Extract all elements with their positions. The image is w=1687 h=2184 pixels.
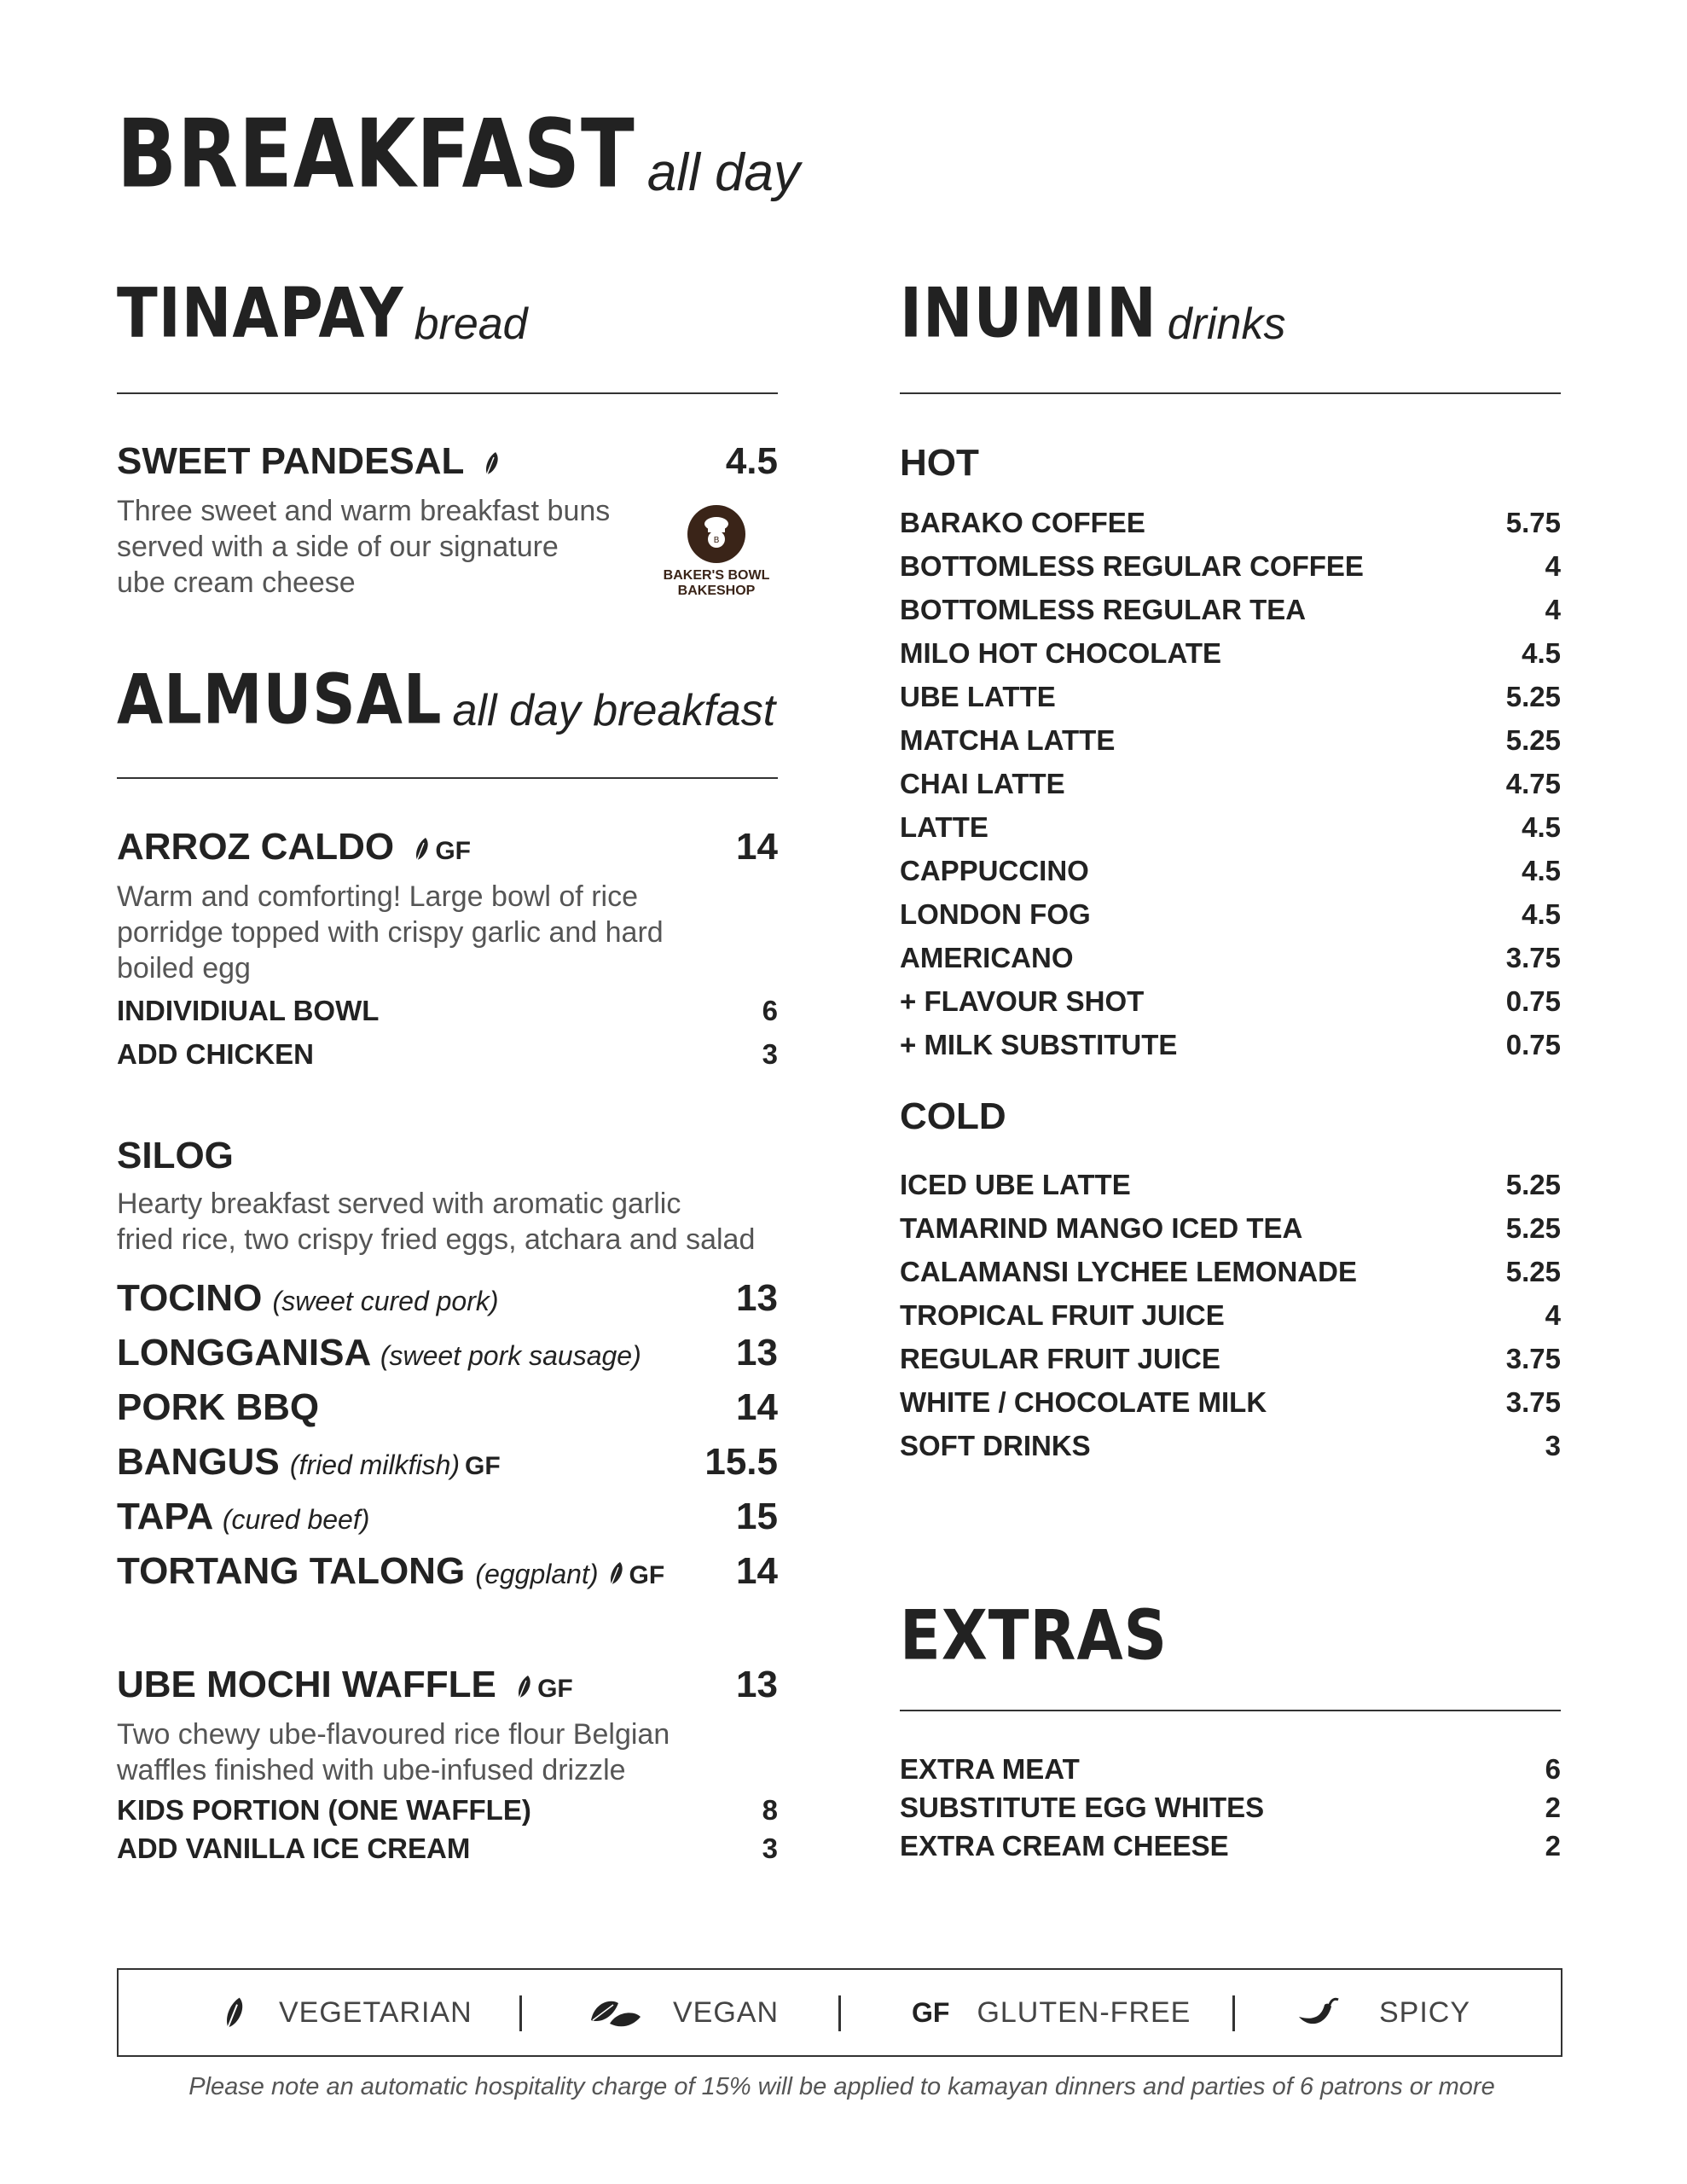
item-name: BANGUS: [117, 1441, 280, 1483]
almusal-subtitle: all day breakfast: [452, 686, 776, 735]
extras-divider: [900, 1710, 1561, 1711]
item-name: TOCINO: [117, 1277, 263, 1319]
drink-price: 4.5: [1522, 898, 1561, 930]
item-description: [117, 1716, 778, 1788]
almusal-title: ALMUSAL: [117, 659, 443, 740]
desc-line: porridge topped with crispy garlic and hard: [117, 916, 664, 949]
option-price: 6: [762, 995, 778, 1026]
tinapay-subtitle: bread: [414, 299, 528, 349]
extra-price: 2: [1545, 1792, 1561, 1823]
silog-item-pork-bbq: [117, 1386, 778, 1429]
drink-name: ICED UBE LATTE: [900, 1169, 1131, 1200]
drink-name: UBE LATTE: [900, 681, 1056, 712]
drink-row: [900, 724, 1561, 757]
desc-line: ube cream cheese: [117, 566, 356, 599]
drink-name: BARAKO COFFEE: [900, 507, 1145, 538]
drink-name: CAPPUCCINO: [900, 855, 1089, 886]
silog-description: [117, 1186, 799, 1258]
item-price: 14: [736, 826, 778, 868]
item-price: 14: [736, 1550, 778, 1592]
logo-line: BAKESHOP: [677, 584, 756, 598]
drink-price: 5.25: [1505, 681, 1561, 712]
extras-heading: [900, 1594, 1168, 1676]
drink-name: MILO HOT CHOCOLATE: [900, 637, 1222, 669]
inumin-heading: [900, 272, 1286, 353]
drink-name: LATTE: [900, 811, 988, 843]
drink-name: TAMARIND MANGO ICED TEA: [900, 1212, 1303, 1244]
drink-name: TROPICAL FRUIT JUICE: [900, 1299, 1225, 1331]
item-name: TAPA: [117, 1496, 212, 1537]
extra-price: 2: [1545, 1830, 1561, 1862]
drink-name: BOTTOMLESS REGULAR TEA: [900, 594, 1307, 625]
item-price: 15: [736, 1496, 778, 1537]
extra-row: [900, 1753, 1561, 1786]
gluten-free-tag: GF: [465, 1452, 501, 1480]
page-title-main: BREAKFAST: [117, 99, 635, 209]
silog-item-tortang-talong: [117, 1550, 778, 1593]
drink-price: 3: [1545, 1430, 1561, 1461]
drink-name: + MILK SUBSTITUTE: [900, 1029, 1178, 1060]
drink-price: 4: [1545, 594, 1561, 625]
option-row: [117, 1038, 778, 1071]
legend-gluten-free: [912, 1970, 1191, 2055]
drink-name: + FLAVOUR SHOT: [900, 985, 1145, 1017]
vegetarian-leaf-icon: [607, 1560, 624, 1586]
almusal-heading: [117, 659, 776, 740]
desc-line: waffles finished with ube-infused drizzle: [117, 1754, 626, 1786]
extra-row: [900, 1830, 1561, 1862]
drink-row: [900, 1343, 1561, 1375]
drink-price: 5.25: [1505, 1256, 1561, 1287]
menu-item-sweet-pandesal: [117, 440, 778, 483]
drink-row: [900, 768, 1561, 800]
tinapay-divider: [117, 392, 778, 394]
drink-row: [900, 1299, 1561, 1332]
drink-price: 4.5: [1522, 855, 1561, 886]
silog-heading: SILOG: [117, 1135, 234, 1176]
item-name: LONGGANISA: [117, 1332, 370, 1374]
hospitality-charge-note: Please note an automatic hospitality charge of 15% will be applied to kamayan dinners and parties of 6 patrons or more: [188, 2073, 1495, 2100]
item-name: SWEET PANDESAL: [117, 440, 464, 482]
silog-item-longganisa: [117, 1332, 778, 1374]
item-name: UBE MOCHI WAFFLE: [117, 1664, 496, 1705]
drink-name: AMERICANO: [900, 942, 1074, 973]
option-price: 3: [762, 1038, 778, 1070]
extra-name: EXTRA CREAM CHEESE: [900, 1830, 1229, 1862]
dietary-legend: [117, 1968, 1562, 2057]
bakers-bowl-logo: [657, 505, 776, 599]
logo-line: BAKER'S BOWL: [663, 568, 770, 583]
inumin-title: INUMIN: [900, 272, 1157, 353]
drink-row: [900, 1029, 1561, 1061]
chili-pepper-icon: [1296, 1995, 1340, 2030]
drink-row: [900, 1386, 1561, 1419]
extras-title: EXTRAS: [900, 1594, 1168, 1676]
drink-row: [900, 1430, 1561, 1462]
drink-name: LONDON FOG: [900, 898, 1091, 930]
chef-logo-icon: [687, 505, 745, 563]
desc-line: Two chewy ube-flavoured rice flour Belgian: [117, 1718, 670, 1751]
item-note: (sweet pork sausage): [380, 1340, 641, 1371]
item-name: TORTANG TALONG: [117, 1550, 466, 1592]
menu-item-ube-mochi-waffle: [117, 1664, 778, 1706]
drink-row: [900, 985, 1561, 1018]
drink-row: [900, 594, 1561, 626]
drink-price: 4.5: [1522, 637, 1561, 669]
item-note: (eggplant): [475, 1559, 599, 1589]
item-price: 15.5: [704, 1441, 778, 1483]
option-name: ADD CHICKEN: [117, 1038, 314, 1070]
menu-item-arroz-caldo: [117, 826, 778, 868]
drink-row: [900, 811, 1561, 844]
gluten-free-tag: GF: [629, 1561, 665, 1589]
desc-line: fried rice, two crispy fried eggs, atchara and salad: [117, 1223, 756, 1256]
page-title-sub: all day: [646, 143, 801, 202]
drink-price: 3.75: [1505, 1386, 1561, 1418]
item-note: (cured beef): [222, 1504, 370, 1535]
almusal-divider: [117, 777, 778, 779]
item-price: 13: [736, 1277, 778, 1319]
vegan-leaves-icon: [588, 1995, 644, 2030]
legend-label: GLUTEN-FREE: [977, 1995, 1191, 2029]
cold-drinks-heading: COLD: [900, 1095, 1006, 1137]
item-description: [117, 879, 778, 986]
drink-row: [900, 507, 1561, 539]
option-name: KIDS PORTION (ONE WAFFLE): [117, 1794, 531, 1826]
silog-item-bangus: [117, 1441, 778, 1484]
item-name: ARROZ CALDO: [117, 826, 395, 868]
drink-row: [900, 637, 1561, 670]
legend-separator: [519, 1995, 522, 2031]
desc-line: served with a side of our signature: [117, 531, 559, 563]
option-name: INDIVIDIUAL BOWL: [117, 995, 380, 1026]
drink-name: MATCHA LATTE: [900, 724, 1116, 756]
desc-line: Warm and comforting! Large bowl of rice: [117, 880, 638, 913]
option-row: [117, 1833, 778, 1865]
option-price: 3: [762, 1833, 778, 1864]
drink-name: CHAI LATTE: [900, 768, 1065, 799]
drink-name: BOTTOMLESS REGULAR COFFEE: [900, 550, 1364, 582]
drink-price: 0.75: [1505, 1029, 1561, 1060]
legend-separator: [1232, 1995, 1235, 2031]
drink-row: [900, 898, 1561, 931]
legend-vegan: [588, 1970, 779, 2055]
vegetarian-leaf-icon: [221, 1995, 246, 2030]
item-description: [117, 493, 646, 601]
drink-row: [900, 1212, 1561, 1245]
item-note: (fried milkfish): [289, 1449, 461, 1480]
logo-initial: B: [713, 536, 720, 545]
inumin-divider: [900, 392, 1561, 394]
drink-price: 3.75: [1505, 942, 1561, 973]
tinapay-title: TINAPAY: [117, 272, 404, 353]
extra-name: EXTRA MEAT: [900, 1753, 1080, 1785]
desc-line: Three sweet and warm breakfast buns: [117, 495, 611, 527]
option-name: ADD VANILLA ICE CREAM: [117, 1833, 471, 1864]
legend-label: SPICY: [1379, 1995, 1471, 2029]
silog-item-tocino: [117, 1277, 778, 1320]
drink-row: [900, 681, 1561, 713]
vegetarian-leaf-icon: [515, 1674, 532, 1699]
legend-separator: [838, 1995, 841, 2031]
silog-item-tapa: [117, 1496, 778, 1538]
item-price: 13: [736, 1664, 778, 1705]
drink-row: [900, 1169, 1561, 1201]
legend-vegetarian: [221, 1970, 472, 2055]
item-name: PORK BBQ: [117, 1386, 320, 1428]
drink-price: 4.5: [1522, 811, 1561, 843]
gf-abbreviation: GF: [912, 1996, 950, 2028]
drink-price: 0.75: [1505, 985, 1561, 1017]
desc-line: Hearty breakfast served with aromatic garlic: [117, 1188, 681, 1220]
item-price: 4.5: [725, 440, 778, 482]
gluten-free-tag: GF: [537, 1675, 573, 1703]
drink-name: SOFT DRINKS: [900, 1430, 1091, 1461]
option-row: [117, 995, 778, 1027]
drink-row: [900, 942, 1561, 974]
drink-price: 4.75: [1505, 768, 1561, 799]
page-title: [117, 99, 801, 209]
legend-spicy: [1296, 1970, 1470, 2055]
option-price: 8: [762, 1794, 778, 1826]
drink-row: [900, 1256, 1561, 1288]
drink-price: 5.25: [1505, 1169, 1561, 1200]
gluten-free-tag: GF: [435, 837, 471, 865]
drink-price: 5.25: [1505, 1212, 1561, 1244]
drink-price: 4: [1545, 550, 1561, 582]
vegetarian-leaf-icon: [413, 836, 430, 862]
legend-label: VEGETARIAN: [279, 1995, 472, 2029]
desc-line: boiled egg: [117, 952, 251, 985]
logo-text: [657, 568, 776, 599]
legend-label: VEGAN: [673, 1995, 780, 2029]
drink-price: 3.75: [1505, 1343, 1561, 1374]
drink-price: 4: [1545, 1299, 1561, 1331]
item-price: 14: [736, 1386, 778, 1428]
inumin-subtitle: drinks: [1167, 299, 1286, 349]
drink-name: CALAMANSI LYCHEE LEMONADE: [900, 1256, 1357, 1287]
tinapay-heading: [117, 272, 528, 353]
item-price: 13: [736, 1332, 778, 1374]
hot-drinks-heading: HOT: [900, 442, 979, 484]
drink-name: WHITE / CHOCOLATE MILK: [900, 1386, 1267, 1418]
extra-price: 6: [1545, 1753, 1561, 1785]
drink-row: [900, 855, 1561, 887]
drink-row: [900, 550, 1561, 583]
extra-name: SUBSTITUTE EGG WHITES: [900, 1792, 1265, 1823]
drink-price: 5.25: [1505, 724, 1561, 756]
vegetarian-leaf-icon: [483, 450, 500, 476]
extra-row: [900, 1792, 1561, 1824]
item-note: (sweet cured pork): [272, 1286, 499, 1316]
option-row: [117, 1794, 778, 1827]
drink-name: REGULAR FRUIT JUICE: [900, 1343, 1220, 1374]
drink-price: 5.75: [1505, 507, 1561, 538]
